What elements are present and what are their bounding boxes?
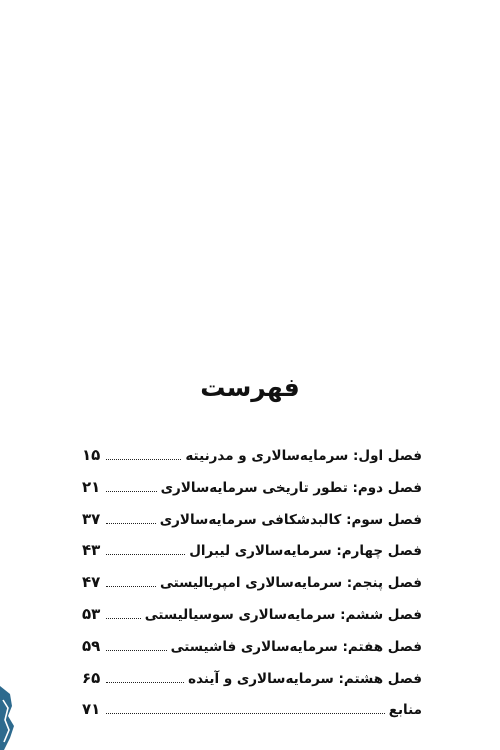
dot-leader bbox=[106, 458, 181, 460]
dot-leader bbox=[106, 522, 155, 524]
toc-page-number: ۱۵ bbox=[82, 446, 101, 464]
toc-entry[interactable] bbox=[82, 573, 422, 605]
toc-entry[interactable] bbox=[82, 700, 422, 732]
toc-chapter-label: فصل دوم: تطور تاریخی سرمایه‌سالاری bbox=[160, 479, 422, 496]
dot-leader bbox=[106, 585, 156, 587]
toc-entry[interactable] bbox=[82, 478, 422, 510]
dot-leader bbox=[106, 553, 185, 555]
toc-chapter-label: فصل هشتم: سرمایه‌سالاری و آینده bbox=[188, 670, 422, 687]
toc-chapter-label: فصل هفتم: سرمایه‌سالاری فاشیستی bbox=[170, 638, 422, 655]
dot-leader bbox=[106, 681, 184, 683]
toc-chapter-label: فصل ششم: سرمایه‌سالاری سوسیالیستی bbox=[144, 606, 422, 623]
toc-entry[interactable] bbox=[82, 541, 422, 573]
toc-entry[interactable] bbox=[82, 446, 422, 478]
toc-entry[interactable] bbox=[82, 637, 422, 669]
toc-list bbox=[82, 446, 422, 732]
toc-title: فهرست bbox=[200, 373, 300, 402]
dot-leader bbox=[106, 649, 166, 651]
toc-page-number: ۶۵ bbox=[82, 668, 101, 687]
toc-chapter-label: فصل سوم: کالبدشکافی سرمایه‌سالاری bbox=[159, 511, 422, 528]
toc-entry[interactable] bbox=[82, 669, 422, 701]
toc-chapter-label: فصل چهارم: سرمایه‌سالاری لیبرال bbox=[189, 543, 422, 560]
dot-leader bbox=[106, 712, 384, 714]
toc-page-number: ۷۱ bbox=[82, 700, 101, 719]
toc-entry[interactable] bbox=[82, 605, 422, 637]
toc-entry[interactable] bbox=[82, 510, 422, 542]
toc-chapter-label: منابع bbox=[388, 702, 422, 719]
toc-page-number: ۴۳ bbox=[82, 541, 101, 560]
toc-chapter-label: فصل پنجم: سرمایه‌سالاری امپریالیستی bbox=[159, 575, 422, 592]
toc-page-number: ۵۹ bbox=[82, 636, 101, 655]
publisher-mark-icon bbox=[0, 686, 18, 750]
dot-leader bbox=[106, 617, 140, 619]
toc-chapter-label: فصل اول: سرمایه‌سالاری و مدرنیته bbox=[185, 448, 422, 464]
toc-page-number: ۴۷ bbox=[82, 573, 101, 592]
toc-page-number: ۳۷ bbox=[82, 509, 101, 528]
toc-page-number: ۲۱ bbox=[82, 477, 101, 496]
toc-page-number: ۵۳ bbox=[82, 604, 101, 623]
dot-leader bbox=[106, 490, 156, 492]
